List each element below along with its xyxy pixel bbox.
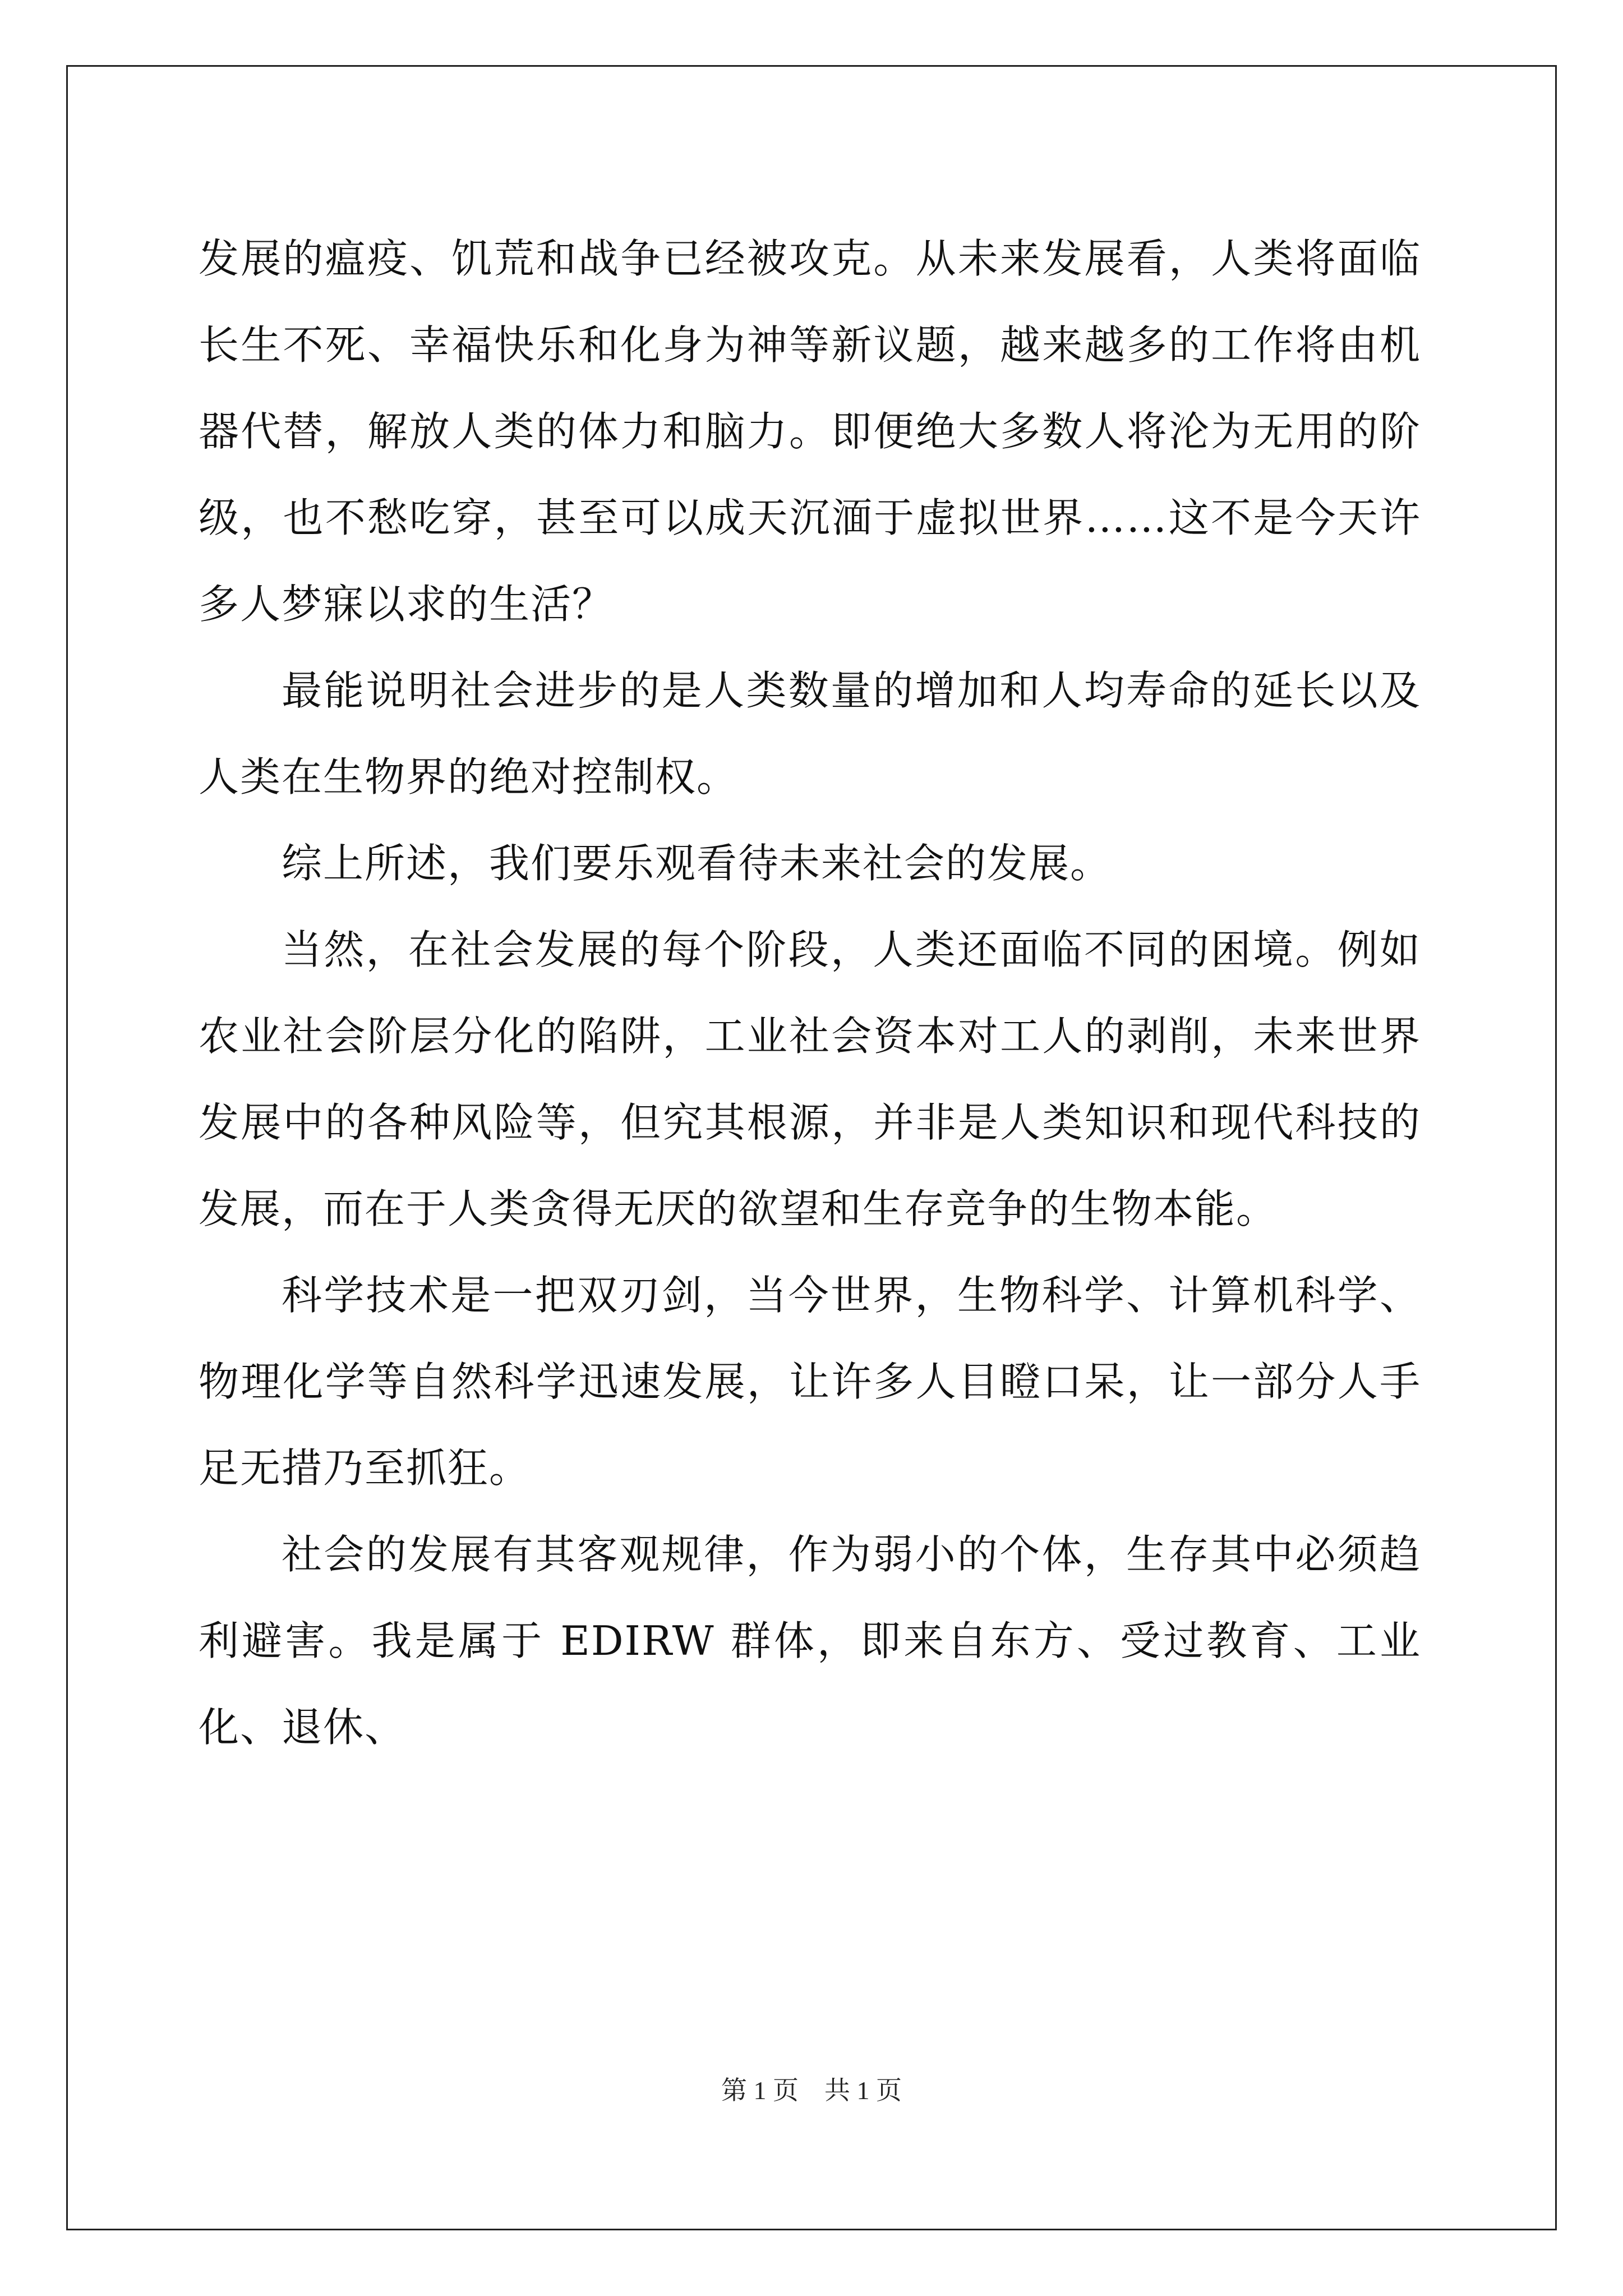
paragraph-2: 最能说明社会进步的是人类数量的增加和人均寿命的延长以及人类在生物界的绝对控制权。 [199, 667, 1421, 800]
paragraph-4: 当然，在社会发展的每个阶段，人类还面临不同的困境。例如农业社会阶层分化的陷阱，工业社会资本对工人的剥削，未来世界发展中的各种风险等，但究其根源，并非是人类知识和现代科技的发展，而在于人类贪得无厌的欲望和生存竞争的生物本能。 [199, 926, 1421, 1232]
document-body [199, 215, 1421, 1770]
paragraph-5: 科学技术是一把双刃剑，当今世界，生物科学、计算机科学、物理化学等自然科学迅速发展，让许多人目瞪口呆，让一部分人手足无措乃至抓狂。 [199, 1272, 1421, 1492]
page-footer [0, 2070, 1623, 2107]
paragraph-6: 社会的发展有其客观规律，作为弱小的个体，生存其中必须趋利避害。我是属于 EDIRW 群体，即来自东方、受过教育、工业化、退休、 [199, 1531, 1421, 1751]
page-number: 第 1 页 [721, 2076, 799, 2105]
paragraph-3: 综上所述，我们要乐观看待未来社会的发展。 [282, 840, 1112, 887]
paragraph-1: 发展的瘟疫、饥荒和战争已经被攻克。从未来发展看，人类将面临长生不死、幸福快乐和化身为神等新议题，越来越多的工作将由机器代替，解放人类的体力和脑力。即便绝大多数人将沦为无用的阶级，也不愁吃穿，甚至可以成天沉湎于虚拟世界……这不是今天许多人梦寐以求的生活？ [199, 235, 1421, 628]
page-total: 共 1 页 [824, 2076, 902, 2105]
